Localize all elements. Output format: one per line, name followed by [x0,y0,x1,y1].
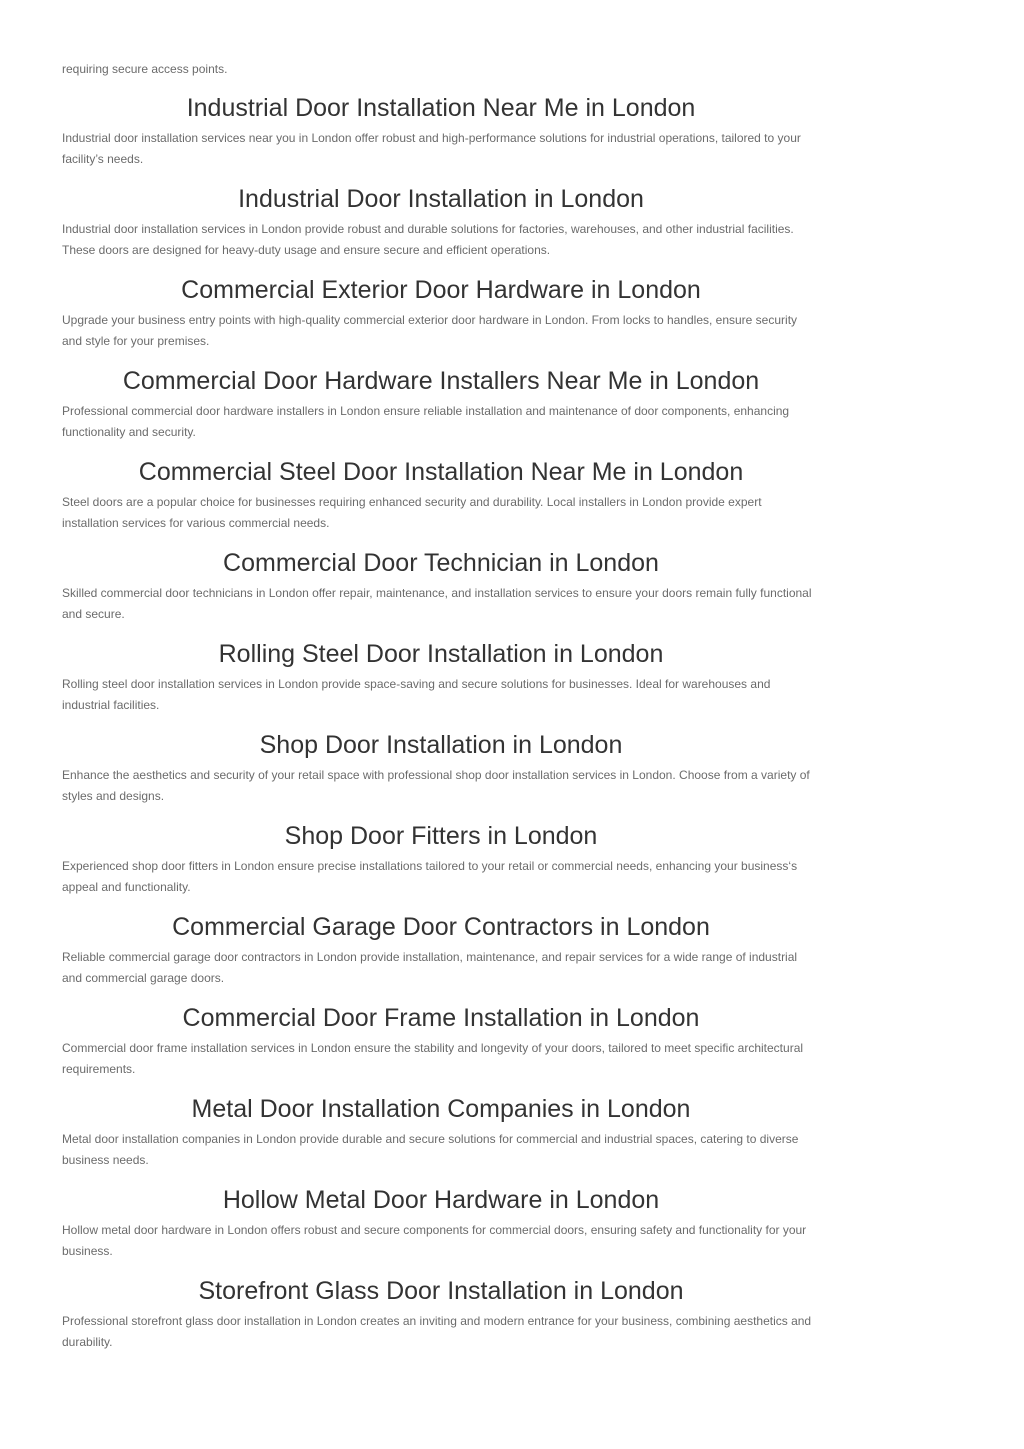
section-heading: Commercial Door Frame Installation in London [182,1004,700,1032]
section-commercial-door-hardware-installers [62,364,820,442]
section-heading: Hollow Metal Door Hardware in London [222,1186,660,1214]
section-commercial-exterior-door-hardware [62,273,820,351]
section-heading: Commercial Exterior Door Hardware in London [181,276,701,304]
section-storefront-glass-door-installation [62,1274,820,1352]
section-industrial-door-installation [62,182,820,260]
section-heading: Industrial Door Installation in London [238,185,644,213]
section-commercial-door-technician [62,546,820,624]
section-heading: Commercial Door Technician in London [223,549,659,577]
section-metal-door-installation-companies [62,1092,820,1170]
section-heading: Rolling Steel Door Installation in London [218,640,664,668]
section-heading: Commercial Steel Door Installation Near Me in London [138,458,744,486]
section-body: Rolling steel door installation services in London provide space-saving and secure solutions for businesses. Ideal for warehouses and industrial facilities. [62,677,771,712]
section-body: Experienced shop door fitters in London ensure precise installations tailored to your retail or commercial needs, enhancing your business‘s appeal and functionality. [62,859,798,894]
section-body: Hollow metal door hardware in London offers robust and secure components for commercial doors, ensuring safety and functionality for your business. [62,1223,807,1258]
section-commercial-garage-door-contractors [62,910,820,988]
section-shop-door-fitters [62,819,820,897]
section-commercial-steel-door-installation [62,455,820,533]
section-heading: Shop Door Installation in London [259,731,623,759]
section-shop-door-installation [62,728,820,806]
section-body: Industrial door installation services in London provide robust and durable solutions for factories, warehouses, and other industrial facilities. These doors are designed for heavy-duty usage and ensure secure and efficient operations. [62,222,794,257]
section-body: Reliable commercial garage door contractors in London provide installation, maintenance, and repair services for a wide range of industrial and commercial garage doors. [62,950,798,985]
section-heading: Commercial Door Hardware Installers Near Me in London [122,367,760,395]
section-body: Steel doors are a popular choice for businesses requiring enhanced security and durability. Local installers in London provide expert installation services for various commercial needs. [62,495,762,530]
section-rolling-steel-door-installation [62,637,820,715]
section-body: Professional commercial door hardware installers in London ensure reliable installation and maintenance of door components, enhancing functionality and security. [62,404,790,439]
section-heading: Storefront Glass Door Installation in London [198,1277,684,1305]
section-body: Metal door installation companies in London provide durable and secure solutions for commercial and industrial spaces, catering to diverse business needs. [62,1132,799,1167]
section-body: Upgrade your business entry points with high-quality commercial exterior door hardware in London. From locks to handles, ensure security and style for your premises. [62,313,798,348]
lead-text: requiring secure access points. [62,62,228,76]
section-heading: Shop Door Fitters in London [284,822,598,850]
section-heading: Commercial Garage Door Contractors in London [172,913,710,941]
section-body: Professional storefront glass door installation in London creates an inviting and modern entrance for your business, combining aesthetics and durability. [62,1314,812,1349]
section-hollow-metal-door-hardware [62,1183,820,1261]
section-heading: Industrial Door Installation Near Me in London [186,94,696,122]
section-body: Enhance the aesthetics and security of your retail space with professional shop door installation services in London. Choose from a variety of styles and designs. [62,768,810,803]
section-heading: Metal Door Installation Companies in London [191,1095,691,1123]
section-industrial-door-installation-near-me [62,91,820,169]
section-commercial-door-frame-installation [62,1001,820,1079]
section-body: Commercial door frame installation services in London ensure the stability and longevity of your doors, tailored to meet specific architectural requirements. [62,1041,804,1076]
section-body: Skilled commercial door technicians in London offer repair, maintenance, and installation services to ensure your doors remain fully functional and secure. [62,586,812,621]
section-body: Industrial door installation services near you in London offer robust and high-performance solutions for industrial operations, tailored to your facility’s needs. [62,131,801,166]
